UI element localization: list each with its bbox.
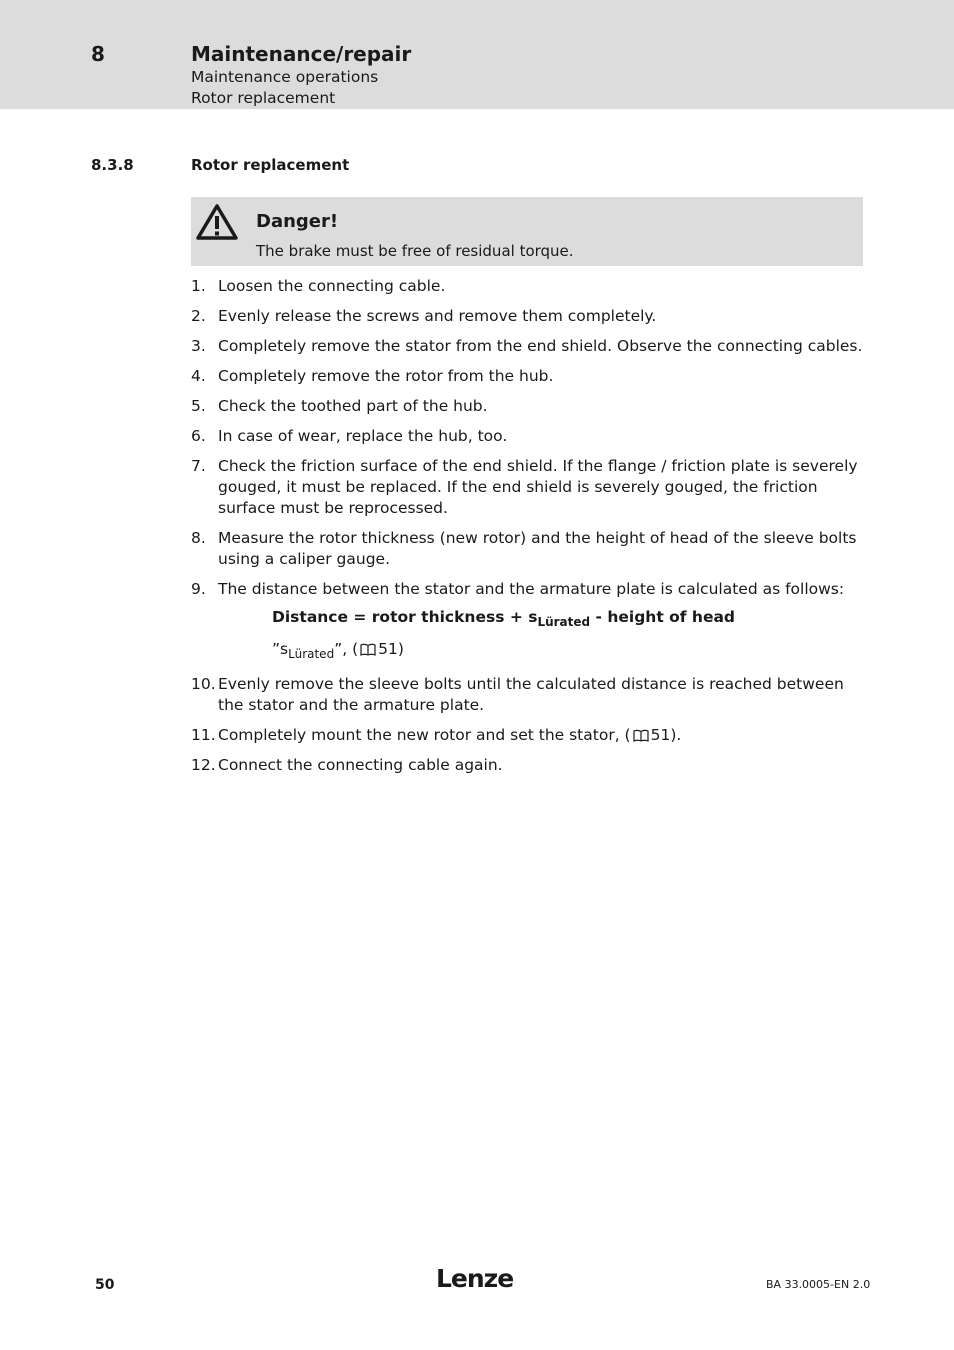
distance-formula <box>272 607 863 633</box>
step-number: 6. <box>191 427 206 445</box>
step-page-ref[interactable]: 51 <box>650 726 671 744</box>
step-number: 9. <box>191 580 206 598</box>
step-number: 7. <box>191 457 206 475</box>
step-text: Completely remove the stator from the end shield. Observe the connecting cables. <box>218 337 863 355</box>
note-page-ref[interactable]: 51 <box>378 640 398 658</box>
note-close: ”, ( <box>334 640 359 658</box>
step-number: 3. <box>191 337 206 355</box>
formula-subscript: Lürated <box>537 615 591 629</box>
step-number: 11. <box>191 726 216 744</box>
step-text: Evenly remove the sleeve bolts until the calculated distance is reached between the stator and the armature plate. <box>218 675 844 714</box>
formula-before: Distance = rotor thickness + s <box>272 608 538 626</box>
step-number: 4. <box>191 367 206 385</box>
header-subtitle-2: Rotor replacement <box>191 89 336 107</box>
step-item <box>191 674 863 716</box>
step-number: 10. <box>191 675 216 693</box>
step-number: 5. <box>191 397 206 415</box>
chapter-title: Maintenance/repair <box>191 42 412 66</box>
step-item <box>191 725 863 746</box>
step-text: In case of wear, replace the hub, too. <box>218 427 508 445</box>
step-text: Loosen the connecting cable. <box>218 277 446 295</box>
step-item <box>191 276 863 297</box>
step-number: 2. <box>191 307 206 325</box>
step-item <box>191 528 863 570</box>
step-item <box>191 336 863 357</box>
step-text: Check the friction surface of the end shield. If the flange / friction plate is severely gouged, it must be replaced. If the end shield is severely gouged, the friction surface must be reprocessed. <box>218 457 858 517</box>
note-open: ”s <box>272 640 289 658</box>
warning-triangle-icon <box>195 203 239 241</box>
step-text: Completely remove the rotor from the hub. <box>218 367 554 385</box>
step-item <box>191 579 863 665</box>
chapter-number: 8 <box>91 42 105 66</box>
header-subtitle-1: Maintenance operations <box>191 68 379 86</box>
step-number: 1. <box>191 277 206 295</box>
step-text: The distance between the stator and the armature plate is calculated as follows: <box>218 580 845 598</box>
danger-notice <box>191 197 863 266</box>
step-text-after: ). <box>670 726 682 744</box>
section-title: Rotor replacement <box>191 156 350 174</box>
book-reference-icon <box>360 643 376 656</box>
formula-note <box>272 639 863 665</box>
step-text: Connect the connecting cable again. <box>218 756 503 774</box>
page-header <box>0 0 954 109</box>
danger-title: Danger! <box>256 211 339 232</box>
step-item <box>191 426 863 447</box>
book-reference-icon <box>633 729 649 742</box>
step-item <box>191 456 863 519</box>
step-text: Completely mount the new rotor and set the stator, ( <box>218 726 631 744</box>
step-text: Measure the rotor thickness (new rotor) and the height of head of the sleeve bolts using a caliper gauge. <box>218 529 857 568</box>
formula-after: - height of head <box>590 608 736 626</box>
step-text: Evenly release the screws and remove them completely. <box>218 307 657 325</box>
lenze-logo: Lenze <box>436 1264 514 1293</box>
step-text: Check the toothed part of the hub. <box>218 397 488 415</box>
section-number: 8.3.8 <box>91 156 134 174</box>
note-end: ) <box>397 640 404 658</box>
document-id: BA 33.0005-EN 2.0 <box>766 1278 871 1291</box>
danger-text: The brake must be free of residual torque. <box>256 242 574 260</box>
step-item <box>191 755 863 776</box>
step-item <box>191 396 863 417</box>
step-item <box>191 306 863 327</box>
procedure-steps <box>191 276 863 785</box>
step-number: 8. <box>191 529 206 547</box>
note-subscript: Lürated <box>288 647 335 661</box>
page-number: 50 <box>95 1277 115 1293</box>
step-item <box>191 366 863 387</box>
step-number: 12. <box>191 756 216 774</box>
